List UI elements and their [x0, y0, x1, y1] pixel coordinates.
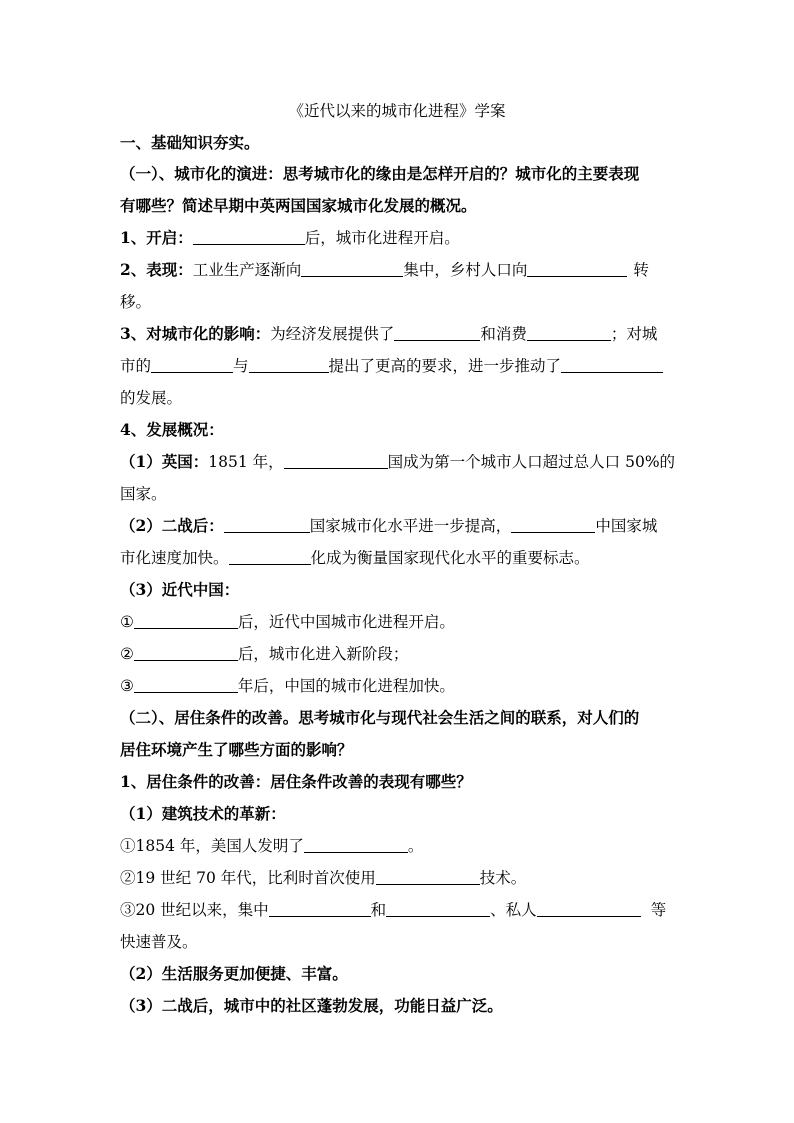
postwar-line2 [120, 546, 680, 570]
tech-item-1-end: 。 [407, 837, 424, 855]
item-2-text-c: 转 [633, 261, 649, 279]
tech-item-3-text-b: 和 [370, 901, 387, 919]
england-label: （1）英国： [120, 452, 209, 471]
item-3 [120, 322, 680, 346]
modern-china-label: （3）近代中国： [120, 580, 240, 599]
item-3-text-a: 为经济发展提供了 [270, 325, 395, 343]
blank-field[interactable] [527, 260, 627, 277]
item-4-label: 4、发展概况： [120, 420, 224, 439]
blank-field[interactable] [151, 356, 233, 373]
item-3-text-d: 市的 [120, 357, 152, 375]
china-item-3 [120, 674, 680, 698]
community-item: （3）二战后，城市中的社区蓬勃发展，功能日益广泛。 [120, 996, 503, 1015]
item-3-text-f: 提出了更高的要求，进一步推动了 [328, 357, 562, 375]
item-3-line2 [120, 354, 680, 378]
blank-field[interactable] [561, 356, 663, 373]
blank-field[interactable] [269, 900, 371, 917]
tech-item-2 [120, 866, 680, 890]
tech-item-3-continued: 快速普及。 [120, 933, 198, 951]
blank-field[interactable] [134, 644, 238, 661]
blank-field[interactable] [537, 900, 641, 917]
china-item-3-text: 年后，中国的城市化进程加快。 [237, 677, 455, 695]
blank-field[interactable] [229, 548, 311, 565]
circled-number-3: ③ [120, 677, 134, 695]
item-1-text: 后，城市化进程开启。 [304, 229, 460, 247]
tech-item-2-end: 技术。 [479, 869, 527, 887]
blank-field[interactable] [224, 516, 310, 533]
question-2-line2: 居住环境产生了哪些方面的影响？ [120, 740, 353, 759]
china-item-2-text: 后，城市化进入新阶段； [237, 645, 409, 663]
item-3-text-c: ；对城 [610, 325, 658, 343]
blank-field[interactable] [394, 324, 480, 341]
china-item-1 [120, 610, 680, 634]
england-item [120, 450, 680, 474]
postwar-text-c: 市化速度加快。 [120, 549, 229, 567]
blank-field[interactable] [134, 676, 238, 693]
item-3-label: 3、对城市化的影响： [120, 324, 271, 343]
tech-item-3 [120, 898, 680, 922]
item-2-continued: 移。 [120, 293, 152, 311]
england-text-a: 1851 年， [208, 453, 284, 471]
item-1-label: 1、开启： [120, 228, 193, 247]
blank-field[interactable] [511, 516, 595, 533]
building-tech-heading: （1）建筑技术的革新： [120, 804, 286, 823]
question-1-line1: （一）、城市化的演进：思考城市化的缘由是怎样开启的？城市化的主要表现 [120, 164, 640, 183]
item-3-line3: 的发展。 [120, 389, 183, 407]
item-2-text-b: 集中，乡村人口向 [403, 261, 528, 279]
circled-number-2: ② [120, 645, 134, 663]
tech-item-1 [120, 834, 680, 858]
blank-field[interactable] [376, 868, 480, 885]
china-item-2 [120, 642, 680, 666]
blank-field[interactable] [284, 452, 388, 469]
blank-field[interactable] [193, 228, 305, 245]
question-1-line2: 有哪些？简述早期中英两国国家城市化发展的概况。 [120, 196, 477, 215]
question-2-line1: （二）、居住条件的改善。思考城市化与现代社会生活之间的联系，对人们的 [120, 708, 640, 727]
postwar-item [120, 514, 680, 538]
circled-number-1: ① [120, 613, 134, 631]
tech-item-3-text-c: 、私人 [490, 901, 537, 919]
england-text-b: 国成为第一个城市人口超过总人口 50%的 [387, 453, 676, 471]
section-1-heading: 一、基础知识夯实。 [120, 133, 260, 152]
document-title: 《近代以来的城市化进程》学案 [288, 102, 506, 120]
blank-field[interactable] [249, 356, 329, 373]
item-1 [120, 226, 680, 250]
blank-field[interactable] [527, 324, 611, 341]
living-conditions-heading: 1、居住条件的改善：居住条件改善的表现有哪些？ [120, 772, 472, 791]
blank-field[interactable] [304, 836, 408, 853]
tech-item-3-text-d: 等 [650, 901, 667, 919]
postwar-text-b: 中国家城 [595, 517, 658, 535]
services-item: （2）生活服务更加便捷、丰富。 [120, 964, 348, 983]
postwar-label: （2）二战后： [120, 516, 224, 535]
item-2 [120, 258, 680, 282]
blank-field[interactable] [301, 260, 403, 277]
postwar-text-a: 国家城市化水平进一步提高， [309, 517, 512, 535]
tech-item-1-text: ①1854 年，美国人发明了 [120, 837, 304, 855]
tech-item-3-text-a: ③20 世纪以来，集中 [120, 901, 269, 919]
tech-item-2-text: ②19 世纪 70 年代，比利时首次使用 [120, 869, 376, 887]
china-item-1-text: 后，近代中国城市化进程开启。 [237, 613, 455, 631]
item-2-label: 2、表现： [120, 260, 193, 279]
postwar-text-d: 化成为衡量国家现代化水平的重要标志。 [310, 549, 590, 567]
item-2-text-a: 工业生产逐渐向 [192, 261, 302, 279]
item-3-text-e: 与 [233, 357, 249, 375]
item-3-text-b: 和消费 [480, 325, 527, 343]
blank-field[interactable] [386, 900, 490, 917]
england-continued: 国家。 [120, 485, 167, 503]
blank-field[interactable] [134, 612, 238, 629]
